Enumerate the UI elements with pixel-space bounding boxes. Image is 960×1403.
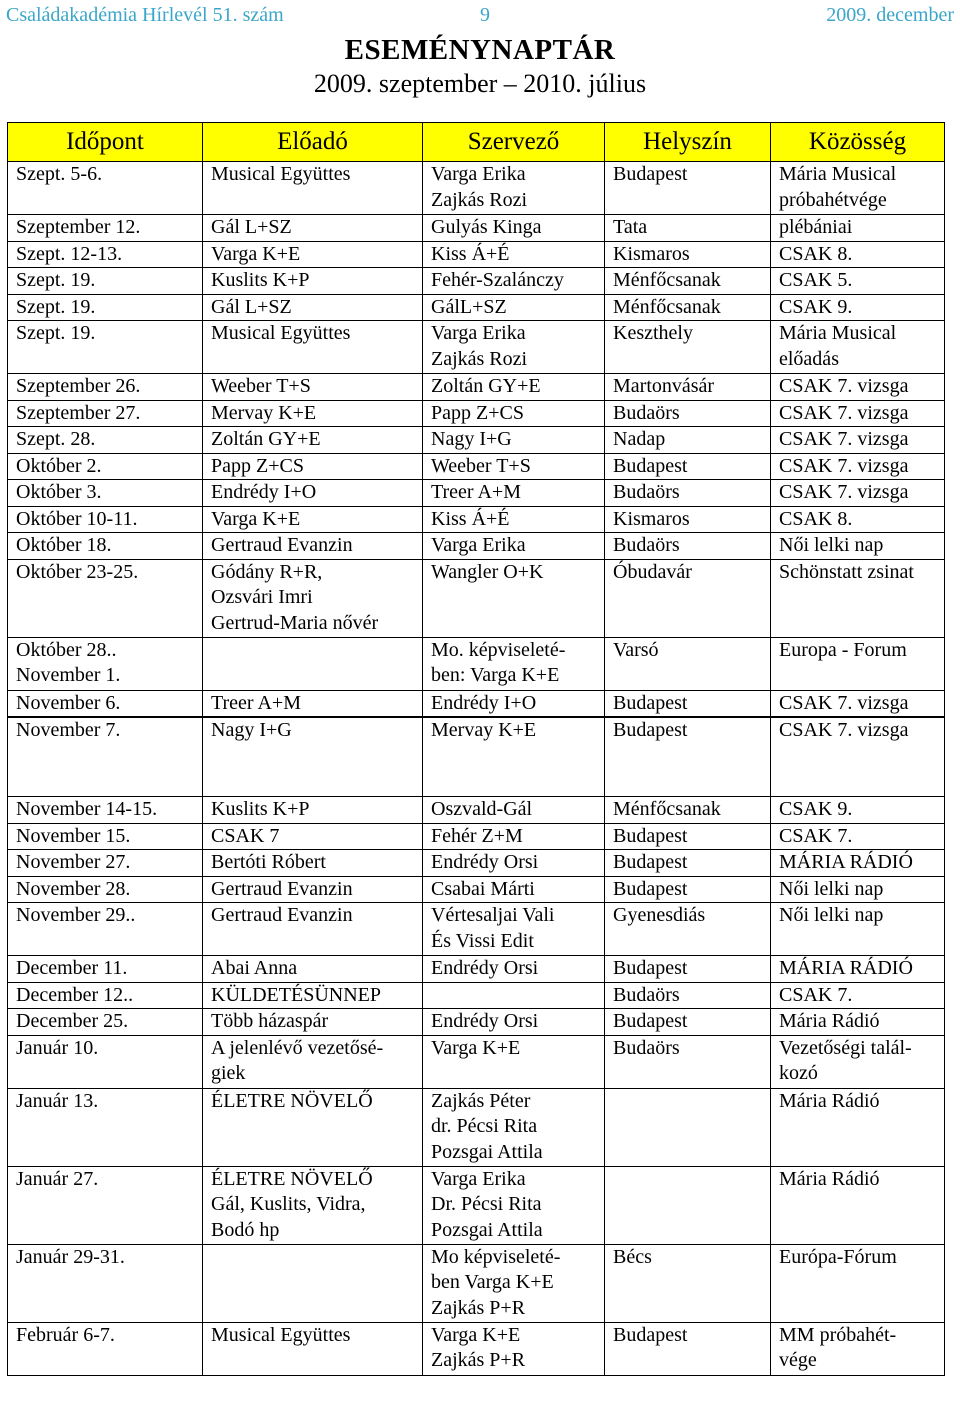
community-cell: CSAK 9. <box>771 797 945 824</box>
organizer-cell: Varga Erika Zajkás Rozi <box>423 321 605 374</box>
organizer-cell: Endrédy Orsi <box>423 1009 605 1036</box>
community-cell: MM próbahét- vége <box>771 1322 945 1375</box>
date-cell: November 28. <box>8 876 203 903</box>
organizer-cell: Mo képviseleté- ben Varga K+E Zajkás P+R <box>423 1244 605 1322</box>
table-row <box>8 1166 945 1244</box>
table-row <box>8 215 945 242</box>
date-cell: Szept. 28. <box>8 427 203 454</box>
presenter-cell: Zoltán GY+E <box>203 427 423 454</box>
community-cell: CSAK 7. vizsga <box>771 374 945 401</box>
organizer-cell: Endrédy I+O <box>423 690 605 717</box>
presenter-cell: Abai Anna <box>203 956 423 983</box>
location-cell: Budaörs <box>605 400 771 427</box>
organizer-cell: Weeber T+S <box>423 453 605 480</box>
community-cell: CSAK 7. <box>771 823 945 850</box>
community-cell: Női lelki nap <box>771 533 945 560</box>
table-row <box>8 400 945 427</box>
presenter-cell: KÜLDETÉSÜNNEP <box>203 982 423 1009</box>
date-cell: Szeptember 26. <box>8 374 203 401</box>
location-cell: Budapest <box>605 876 771 903</box>
organizer-cell: Mervay K+E <box>423 718 605 797</box>
presenter-cell: Gertraud Evanzin <box>203 903 423 956</box>
table-row <box>8 956 945 983</box>
community-cell: CSAK 7. vizsga <box>771 480 945 507</box>
table-row <box>8 876 945 903</box>
community-cell: Europa - Forum <box>771 637 945 690</box>
location-cell: Kismaros <box>605 506 771 533</box>
table-row <box>8 903 945 956</box>
presenter-cell: Weeber T+S <box>203 374 423 401</box>
table-row <box>8 1088 945 1166</box>
presenter-cell: Nagy I+G <box>203 718 423 797</box>
organizer-cell: Csabai Márti <box>423 876 605 903</box>
location-cell <box>605 1166 771 1244</box>
community-cell: Európa-Fórum <box>771 1244 945 1322</box>
community-cell: CSAK 8. <box>771 506 945 533</box>
date-cell: Szept. 19. <box>8 268 203 295</box>
presenter-cell: ÉLETRE NÖVELŐ <box>203 1088 423 1166</box>
table-row <box>8 374 945 401</box>
community-cell: CSAK 7. vizsga <box>771 453 945 480</box>
date-cell: November 6. <box>8 690 203 717</box>
table-header-row <box>8 123 945 162</box>
table-row <box>8 453 945 480</box>
community-cell: Női lelki nap <box>771 876 945 903</box>
table-row <box>8 1035 945 1088</box>
date-cell: November 15. <box>8 823 203 850</box>
organizer-cell: Zoltán GY+E <box>423 374 605 401</box>
location-cell: Keszthely <box>605 321 771 374</box>
presenter-cell: Endrédy I+O <box>203 480 423 507</box>
organizer-cell: Papp Z+CS <box>423 400 605 427</box>
presenter-cell: CSAK 7 <box>203 823 423 850</box>
location-cell: Budaörs <box>605 1035 771 1088</box>
header-publication: Családakadémia Hírlevél 51. szám <box>6 4 284 26</box>
table-row <box>8 559 945 637</box>
community-cell: CSAK 7. vizsga <box>771 427 945 454</box>
community-cell: CSAK 5. <box>771 268 945 295</box>
presenter-cell: Papp Z+CS <box>203 453 423 480</box>
community-cell: Vezetőségi talál- kozó <box>771 1035 945 1088</box>
date-cell: Október 10-11. <box>8 506 203 533</box>
location-cell: Budaörs <box>605 480 771 507</box>
community-cell: Mária Rádió <box>771 1009 945 1036</box>
community-cell: CSAK 7. vizsga <box>771 690 945 717</box>
newsletter-header <box>6 2 954 30</box>
page-title: ESEMÉNYNAPTÁR <box>344 34 616 66</box>
table-row <box>8 480 945 507</box>
table-row <box>8 690 945 717</box>
header-page-number: 9 <box>480 4 490 26</box>
date-cell: Szept. 5-6. <box>8 162 203 215</box>
table-row <box>8 1322 945 1375</box>
organizer-cell: Kiss Á+É <box>423 506 605 533</box>
date-cell: December 12.. <box>8 982 203 1009</box>
location-cell: Budapest <box>605 453 771 480</box>
table-row <box>8 637 945 690</box>
organizer-cell: Varga Erika Zajkás Rozi <box>423 162 605 215</box>
presenter-cell <box>203 637 423 690</box>
header-date: 2009. december <box>826 4 954 26</box>
table-row <box>8 823 945 850</box>
date-cell: Szeptember 12. <box>8 215 203 242</box>
location-cell: Kismaros <box>605 241 771 268</box>
presenter-cell <box>203 1244 423 1322</box>
location-cell: Ménfőcsanak <box>605 797 771 824</box>
presenter-cell: Mervay K+E <box>203 400 423 427</box>
organizer-cell: GálL+SZ <box>423 294 605 321</box>
table-row <box>8 850 945 877</box>
community-cell: MÁRIA RÁDIÓ <box>771 850 945 877</box>
date-cell: Február 6-7. <box>8 1322 203 1375</box>
table-row <box>8 268 945 295</box>
presenter-cell: A jelenlévő vezetősé- giek <box>203 1035 423 1088</box>
page-subtitle: 2009. szeptember – 2010. július <box>313 69 647 98</box>
community-cell: plébániai <box>771 215 945 242</box>
location-cell: Ménfőcsanak <box>605 268 771 295</box>
table-row <box>8 1009 945 1036</box>
presenter-cell: Treer A+M <box>203 690 423 717</box>
organizer-cell: Treer A+M <box>423 480 605 507</box>
organizer-cell: Wangler O+K <box>423 559 605 637</box>
community-cell: CSAK 8. <box>771 241 945 268</box>
presenter-cell: Gódány R+R, Ozsvári Imri Gertrud-Maria nővér <box>203 559 423 637</box>
date-cell: Október 18. <box>8 533 203 560</box>
location-cell: Budapest <box>605 956 771 983</box>
location-cell: Martonvásár <box>605 374 771 401</box>
date-cell: Szept. 19. <box>8 294 203 321</box>
location-cell: Budapest <box>605 1009 771 1036</box>
table-row <box>8 241 945 268</box>
organizer-cell: Varga Erika Dr. Pécsi Rita Pozsgai Attila <box>423 1166 605 1244</box>
presenter-cell: Varga K+E <box>203 241 423 268</box>
presenter-cell: Gertraud Evanzin <box>203 876 423 903</box>
organizer-cell: Varga K+E Zajkás P+R <box>423 1322 605 1375</box>
table-row <box>8 797 945 824</box>
community-cell: CSAK 7. <box>771 982 945 1009</box>
table-row <box>8 162 945 215</box>
table-row <box>8 506 945 533</box>
table-row <box>8 533 945 560</box>
column-header-date: Időpont <box>8 123 203 162</box>
column-header-organizer: Szervező <box>423 123 605 162</box>
organizer-cell: Varga Erika <box>423 533 605 560</box>
location-cell: Varsó <box>605 637 771 690</box>
date-cell: Január 27. <box>8 1166 203 1244</box>
community-cell: CSAK 9. <box>771 294 945 321</box>
organizer-cell: Zajkás Péter dr. Pécsi Rita Pozsgai Attila <box>423 1088 605 1166</box>
table-row <box>8 718 945 797</box>
date-cell: Szeptember 27. <box>8 400 203 427</box>
location-cell: Budaörs <box>605 533 771 560</box>
location-cell: Gyenesdiás <box>605 903 771 956</box>
date-cell: November 7. <box>8 718 203 797</box>
organizer-cell: Fehér Z+M <box>423 823 605 850</box>
organizer-cell: Fehér-Szalánczy <box>423 268 605 295</box>
location-cell: Tata <box>605 215 771 242</box>
date-cell: Szept. 19. <box>8 321 203 374</box>
organizer-cell: Gulyás Kinga <box>423 215 605 242</box>
location-cell: Budapest <box>605 690 771 717</box>
presenter-cell: Kuslits K+P <box>203 797 423 824</box>
organizer-cell: Nagy I+G <box>423 427 605 454</box>
date-cell: Október 23-25. <box>8 559 203 637</box>
date-cell: Október 3. <box>8 480 203 507</box>
date-cell: December 11. <box>8 956 203 983</box>
presenter-cell: Gertraud Evanzin <box>203 533 423 560</box>
presenter-cell: Gál L+SZ <box>203 215 423 242</box>
table-row <box>8 427 945 454</box>
location-cell: Budapest <box>605 718 771 797</box>
community-cell: Mária Rádió <box>771 1166 945 1244</box>
date-cell: Október 2. <box>8 453 203 480</box>
community-cell: MÁRIA RÁDIÓ <box>771 956 945 983</box>
table-row <box>8 321 945 374</box>
date-cell: November 29.. <box>8 903 203 956</box>
date-cell: November 27. <box>8 850 203 877</box>
community-cell: Mária Rádió <box>771 1088 945 1166</box>
column-header-presenter: Előadó <box>203 123 423 162</box>
date-cell: Szept. 12-13. <box>8 241 203 268</box>
presenter-cell: Musical Együttes <box>203 1322 423 1375</box>
organizer-cell: Mo. képviseleté- ben: Varga K+E <box>423 637 605 690</box>
community-cell: Női lelki nap <box>771 903 945 956</box>
presenter-cell: Kuslits K+P <box>203 268 423 295</box>
date-cell: Október 28.. November 1. <box>8 637 203 690</box>
presenter-cell: Musical Együttes <box>203 321 423 374</box>
presenter-cell: ÉLETRE NÖVELŐ Gál, Kuslits, Vidra, Bodó hp <box>203 1166 423 1244</box>
table-row <box>8 294 945 321</box>
presenter-cell: Varga K+E <box>203 506 423 533</box>
location-cell: Budapest <box>605 850 771 877</box>
presenter-cell: Bertóti Róbert <box>203 850 423 877</box>
date-cell: Január 29-31. <box>8 1244 203 1322</box>
location-cell: Óbudavár <box>605 559 771 637</box>
location-cell: Budaörs <box>605 982 771 1009</box>
location-cell: Budapest <box>605 162 771 215</box>
location-cell: Nadap <box>605 427 771 454</box>
table-row <box>8 1244 945 1322</box>
organizer-cell: Endrédy Orsi <box>423 850 605 877</box>
table-row <box>8 982 945 1009</box>
date-cell: Január 10. <box>8 1035 203 1088</box>
organizer-cell: Varga K+E <box>423 1035 605 1088</box>
community-cell: Schönstatt zsinat <box>771 559 945 637</box>
location-cell: Budapest <box>605 1322 771 1375</box>
location-cell: Budapest <box>605 823 771 850</box>
community-cell: Mária Musical próbahétvége <box>771 162 945 215</box>
presenter-cell: Több házaspár <box>203 1009 423 1036</box>
presenter-cell: Musical Együttes <box>203 162 423 215</box>
organizer-cell <box>423 982 605 1009</box>
location-cell <box>605 1088 771 1166</box>
location-cell: Ménfőcsanak <box>605 294 771 321</box>
organizer-cell: Kiss Á+É <box>423 241 605 268</box>
organizer-cell: Vértesaljai Vali És Vissi Edit <box>423 903 605 956</box>
event-calendar-table <box>7 122 945 1376</box>
community-cell: Mária Musical előadás <box>771 321 945 374</box>
column-header-community: Közösség <box>771 123 945 162</box>
organizer-cell: Oszvald-Gál <box>423 797 605 824</box>
presenter-cell: Gál L+SZ <box>203 294 423 321</box>
community-cell: CSAK 7. vizsga <box>771 718 945 797</box>
date-cell: Január 13. <box>8 1088 203 1166</box>
community-cell: CSAK 7. vizsga <box>771 400 945 427</box>
date-cell: December 25. <box>8 1009 203 1036</box>
date-cell: November 14-15. <box>8 797 203 824</box>
organizer-cell: Endrédy Orsi <box>423 956 605 983</box>
column-header-location: Helyszín <box>605 123 771 162</box>
location-cell: Bécs <box>605 1244 771 1322</box>
